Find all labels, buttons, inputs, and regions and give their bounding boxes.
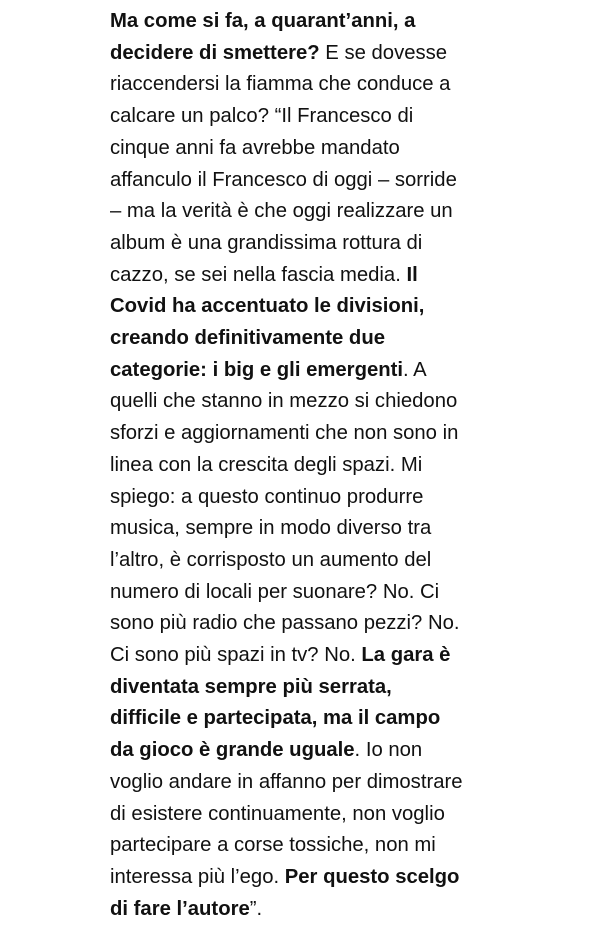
text-line bbox=[110, 450, 540, 482]
text-line bbox=[110, 640, 540, 672]
bold-text-segment: diventata sempre più serrata, bbox=[110, 675, 392, 698]
text-line bbox=[110, 260, 540, 292]
text-segment: partecipare a corse tossiche, non mi bbox=[110, 834, 436, 857]
text-line bbox=[110, 703, 540, 735]
text-segment: di esistere continuamente, non voglio bbox=[110, 802, 445, 825]
text-line bbox=[110, 767, 540, 799]
text-line bbox=[110, 291, 540, 323]
text-segment: linea con la crescita degli spazi. Mi bbox=[110, 453, 423, 476]
text-segment: ”. bbox=[249, 897, 263, 920]
text-line bbox=[110, 323, 540, 355]
text-segment: interessa più l’ego. bbox=[110, 865, 285, 888]
bold-text-segment: Ma come si fa, a quarant’anni, a bbox=[110, 10, 416, 32]
bold-text-segment: da gioco è grande uguale bbox=[110, 739, 355, 762]
text-segment: . A bbox=[403, 358, 427, 381]
text-line bbox=[110, 735, 540, 767]
text-line bbox=[110, 577, 540, 609]
text-segment: Ci sono più spazi in tv? No. bbox=[110, 644, 362, 667]
bold-text-segment: La gara è bbox=[361, 644, 451, 667]
article-paragraph bbox=[110, 6, 540, 925]
bold-text-segment: creando definitivamente due bbox=[110, 327, 385, 350]
text-segment: voglio andare in affanno per dimostrare bbox=[110, 770, 463, 793]
text-line bbox=[110, 6, 540, 38]
bold-text-segment: di fare l’autore bbox=[110, 897, 250, 920]
text-segment: sforzi e aggiornamenti che non sono in bbox=[110, 422, 459, 445]
text-line bbox=[110, 386, 540, 418]
text-line bbox=[110, 482, 540, 514]
text-line bbox=[110, 418, 540, 450]
text-segment: spiego: a questo continuo produrre bbox=[110, 485, 424, 508]
text-line bbox=[110, 196, 540, 228]
text-segment: musica, sempre in modo diverso tra bbox=[110, 517, 432, 540]
text-segment: – ma la verità è che oggi realizzare un bbox=[110, 200, 453, 223]
bold-text-segment: Covid ha accentuato le divisioni, bbox=[110, 295, 425, 318]
text-line bbox=[110, 355, 540, 387]
bold-text-segment: Per questo scelgo bbox=[284, 865, 460, 888]
bold-text-segment: Il bbox=[406, 263, 418, 286]
text-segment: sono più radio che passano pezzi? No. bbox=[110, 612, 460, 635]
text-line bbox=[110, 69, 540, 101]
text-segment: affanculo il Francesco di oggi – sorride bbox=[110, 168, 457, 191]
text-line bbox=[110, 608, 540, 640]
text-segment: cazzo, se sei nella fascia media. bbox=[110, 263, 407, 286]
bold-text-segment: decidere di smettere? bbox=[110, 41, 320, 64]
text-line bbox=[110, 38, 540, 70]
text-segment: cinque anni fa avrebbe mandato bbox=[110, 136, 400, 159]
text-line bbox=[110, 165, 540, 197]
text-segment: l’altro, è corrisposto un aumento del bbox=[110, 548, 432, 571]
text-segment: riaccendersi la fiamma che conduce a bbox=[110, 73, 451, 96]
text-line bbox=[110, 133, 540, 165]
text-segment: calcare un palco? “Il Francesco di bbox=[110, 105, 414, 128]
text-segment: quelli che stanno in mezzo si chiedono bbox=[110, 390, 458, 413]
text-segment: E se dovesse bbox=[319, 41, 448, 64]
text-line bbox=[110, 513, 540, 545]
text-segment: numero di locali per suonare? No. Ci bbox=[110, 580, 440, 603]
text-line bbox=[110, 862, 540, 894]
text-line bbox=[110, 228, 540, 260]
text-line bbox=[110, 101, 540, 133]
text-line bbox=[110, 830, 540, 862]
text-line bbox=[110, 894, 540, 926]
bold-text-segment: categorie: i big e gli emergenti bbox=[110, 358, 404, 381]
text-segment: . Io non bbox=[354, 739, 423, 762]
text-line bbox=[110, 672, 540, 704]
text-segment: album è una grandissima rottura di bbox=[110, 231, 423, 254]
text-line bbox=[110, 799, 540, 831]
text-line bbox=[110, 545, 540, 577]
bold-text-segment: difficile e partecipata, ma il campo bbox=[110, 707, 441, 730]
